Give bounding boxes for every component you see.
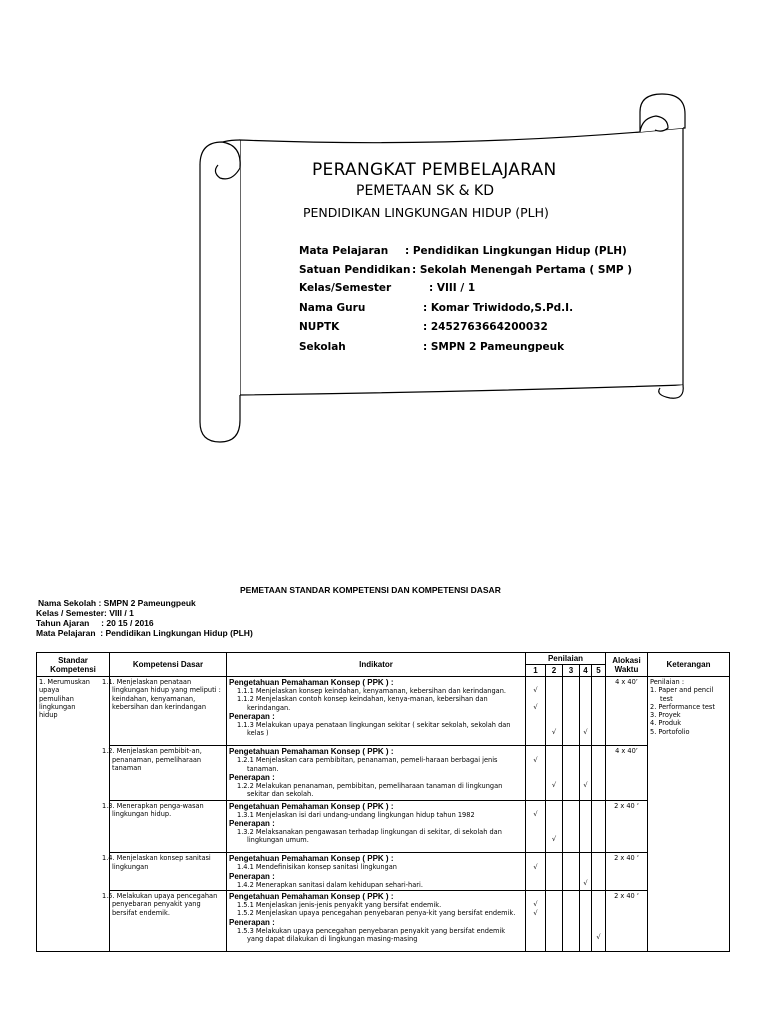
check-spacer xyxy=(563,719,579,727)
header-indikator: Indikator xyxy=(227,653,526,677)
header-penilaian-2: 2 xyxy=(546,665,563,677)
check-spacer xyxy=(563,900,579,908)
table-row xyxy=(37,677,730,746)
info-label: Mata Pelajaran xyxy=(299,245,389,257)
penilaian-1-cell xyxy=(526,746,546,800)
indikator-heading: Pengetahuan Pemahaman Konsep ( PPK ) : xyxy=(229,747,394,757)
check-spacer xyxy=(546,719,562,727)
penilaian-2-cell xyxy=(546,890,563,951)
header-penilaian-4: 4 xyxy=(580,665,592,677)
alokasi-waktu-cell: 2 x 40 ‘ xyxy=(606,890,648,951)
check-spacer xyxy=(563,703,579,720)
check-spacer xyxy=(580,772,591,780)
standar-kompetensi-cell: 1. Merumuskan upaya pemulihan lingkungan hidup xyxy=(37,677,110,952)
penilaian-1-cell xyxy=(526,853,546,891)
check-spacer xyxy=(546,772,562,780)
header-alokasi-waktu: Alokasi Waktu xyxy=(606,653,648,677)
check-spacer xyxy=(580,826,591,834)
header-keterangan: Keterangan xyxy=(648,653,730,677)
check-spacer xyxy=(546,678,562,686)
check-spacer xyxy=(592,871,605,879)
check-spacer xyxy=(546,810,562,827)
check-spacer xyxy=(526,835,545,852)
penilaian-5-cell xyxy=(592,677,606,746)
alokasi-waktu-cell: 2 x 40 ‘ xyxy=(606,800,648,853)
competency-table xyxy=(36,652,730,952)
cover-subtitle: PEMETAAN SK & KD xyxy=(356,183,494,199)
info-value: : VIII / 1 xyxy=(429,282,476,294)
penilaian-2-cell xyxy=(546,677,563,746)
check-spacer xyxy=(526,728,545,745)
indikator-item: 1.1.2 Menjelaskan contoh konsep keindahan, kenya-manan, kebersihan dan kerindangan. xyxy=(237,695,488,712)
check-spacer xyxy=(580,678,591,686)
check-spacer xyxy=(592,925,605,933)
check-mark: √ xyxy=(533,900,538,909)
penilaian-1-cell xyxy=(526,890,546,951)
header-penilaian: Penilaian xyxy=(526,653,606,665)
kompetensi-dasar-cell: 1.4. Menjelaskan konsep sanitasi lingkungan xyxy=(110,853,227,891)
check-spacer xyxy=(563,871,579,879)
check-spacer xyxy=(580,871,591,879)
penilaian-3-cell xyxy=(563,746,580,800)
alokasi-waktu-cell: 2 x 40 ‘ xyxy=(606,853,648,891)
check-spacer xyxy=(546,854,562,862)
check-mark: √ xyxy=(551,727,557,736)
indikator-item: 1.2.2 Melakukan penanaman, pembibitan, pemeliharaan tanaman di lingkungan sekitar dan sekolah. xyxy=(237,781,503,799)
indikator-heading: Pengetahuan Pemahaman Konsep ( PPK ) : xyxy=(229,891,394,901)
check-spacer xyxy=(563,781,579,798)
check-mark: √ xyxy=(583,780,588,789)
check-spacer xyxy=(592,900,605,908)
info-value: : Pendidikan Lingkungan Hidup (PLH) xyxy=(405,245,627,257)
check-spacer xyxy=(563,854,579,862)
check-spacer xyxy=(592,772,605,780)
info-label: Sekolah xyxy=(299,341,346,353)
document-title: PEMETAAN STANDAR KOMPETENSI DAN KOMPETENSI DASAR xyxy=(240,585,501,595)
check-spacer xyxy=(526,747,545,755)
check-spacer xyxy=(563,879,579,887)
penilaian-2-cell xyxy=(546,800,563,853)
check-spacer xyxy=(580,802,591,810)
indikator-item: 1.2.1 Menjelaskan cara pembibitan, penanaman, pemeli-haraan berbagai jenis tanaman. xyxy=(237,756,498,773)
keterangan-item: 5. Portofolio xyxy=(650,727,690,736)
cover-title: PERANGKAT PEMBELAJARAN xyxy=(312,160,557,180)
check-spacer xyxy=(546,933,562,950)
check-spacer xyxy=(526,925,545,933)
check-spacer xyxy=(526,854,545,862)
check-spacer xyxy=(526,802,545,810)
check-spacer xyxy=(526,871,545,879)
check-spacer xyxy=(592,781,605,798)
indikator-heading: Pengetahuan Pemahaman Konsep ( PPK ) : xyxy=(229,678,394,687)
header-standar-kompetensi: Standar Kompetensi xyxy=(37,653,110,677)
kompetensi-dasar-cell: 1.2. Menjelaskan pembibit-an, penanaman, pemeliharaan tanaman xyxy=(110,746,227,800)
indikator-item: 1.3.1 Menjelaskan isi dari undang-undang lingkungan hidup tahun 1982 xyxy=(237,810,475,819)
check-spacer xyxy=(592,879,605,887)
kompetensi-dasar-cell: 1.1. Menjelaskan penataan lingkungan hidup yang meliputi : keindahan, kenyamanan, kebersihan dan kerindangan xyxy=(110,677,227,746)
penilaian-3-cell xyxy=(563,677,580,746)
check-spacer xyxy=(526,772,545,780)
meta-nama-sekolah: Nama Sekolah : SMPN 2 Pameungpeuk xyxy=(38,598,196,608)
check-spacer xyxy=(580,933,591,950)
indikator-item: 1.5.2 Menjelaskan upaya pencegahan penyebaran penya-kit yang bersifat endemik. xyxy=(237,909,516,918)
indikator-item: 1.5.3 Melakukan upaya pencegahan penyebaran penyakit yang bersifat endemik yang dapat dilakukan di lingkungan masing-masing xyxy=(237,926,506,943)
info-label: Satuan Pendidikan xyxy=(299,264,411,276)
info-value: : Komar Triwidodo,S.Pd.I. xyxy=(423,302,574,314)
check-spacer xyxy=(563,747,579,755)
info-value: : Sekolah Menengah Pertama ( SMP ) xyxy=(412,264,633,276)
check-mark: √ xyxy=(596,933,601,942)
check-spacer xyxy=(592,826,605,834)
check-spacer xyxy=(563,909,579,926)
check-spacer xyxy=(580,909,591,926)
check-mark: √ xyxy=(533,702,538,711)
penilaian-5-cell xyxy=(592,890,606,951)
check-spacer xyxy=(580,854,591,862)
check-spacer xyxy=(546,900,562,908)
check-spacer xyxy=(546,909,562,926)
penilaian-1-cell xyxy=(526,677,546,746)
check-spacer xyxy=(592,678,605,686)
indikator-item: 1.4.1 Mendefinisikan konsep sanitasi lingkungan xyxy=(237,863,397,872)
meta-kelas-semester: Kelas / Semester: VIII / 1 xyxy=(36,608,134,618)
check-spacer xyxy=(563,933,579,950)
check-spacer xyxy=(580,686,591,703)
check-spacer xyxy=(592,892,605,900)
keterangan-cell xyxy=(648,677,730,952)
check-spacer xyxy=(580,747,591,755)
meta-mata-pelajaran: Mata Pelajaran : Pendidikan Lingkungan Hidup (PLH) xyxy=(36,628,253,638)
check-spacer xyxy=(546,892,562,900)
kompetensi-dasar-cell: 1.3. Menerapkan penga-wasan lingkungan hidup. xyxy=(110,800,227,853)
check-spacer xyxy=(526,933,545,950)
check-spacer xyxy=(563,728,579,745)
penilaian-4-cell xyxy=(580,746,592,800)
check-spacer xyxy=(563,810,579,827)
check-spacer xyxy=(546,747,562,755)
check-mark: √ xyxy=(533,908,538,917)
indikator-heading: Pengetahuan Pemahaman Konsep ( PPK ) : xyxy=(229,854,394,864)
check-spacer xyxy=(546,826,562,834)
header-penilaian-1: 1 xyxy=(526,665,546,677)
indikator-item: 1.3.2 Melaksanakan pengawasan terhadap lingkungan di sekitar, di sekolah dan lingkungan umum. xyxy=(237,827,502,845)
check-spacer xyxy=(563,863,579,871)
check-spacer xyxy=(546,871,562,879)
check-spacer xyxy=(592,863,605,871)
header-penilaian-3: 3 xyxy=(563,665,580,677)
check-spacer xyxy=(563,678,579,686)
indikator-cell xyxy=(227,800,526,853)
check-spacer xyxy=(592,854,605,862)
info-label: Nama Guru xyxy=(299,302,366,314)
indikator-cell xyxy=(227,890,526,951)
alokasi-waktu-cell: 4 x 40’ xyxy=(606,746,648,800)
check-spacer xyxy=(592,747,605,755)
check-spacer xyxy=(580,719,591,727)
table-row xyxy=(37,746,730,800)
check-spacer xyxy=(563,686,579,703)
check-mark: √ xyxy=(583,879,588,888)
check-spacer xyxy=(546,863,562,871)
info-value: : 2452763664200032 xyxy=(423,321,548,333)
check-spacer xyxy=(546,879,562,887)
check-spacer xyxy=(563,892,579,900)
check-spacer xyxy=(592,835,605,852)
check-spacer xyxy=(526,879,545,887)
check-spacer xyxy=(526,892,545,900)
keterangan-item: 2. Performance test xyxy=(650,702,715,711)
keterangan-item: 3. Proyek xyxy=(650,711,681,720)
check-spacer xyxy=(546,703,562,720)
check-mark: √ xyxy=(551,834,557,843)
check-spacer xyxy=(526,781,545,798)
check-spacer xyxy=(592,686,605,703)
check-spacer xyxy=(592,728,605,745)
penilaian-2-cell xyxy=(546,746,563,800)
check-spacer xyxy=(563,835,579,852)
check-spacer xyxy=(526,678,545,686)
check-spacer xyxy=(563,925,579,933)
check-spacer xyxy=(592,909,605,926)
penilaian-3-cell xyxy=(563,853,580,891)
check-spacer xyxy=(580,835,591,852)
check-mark: √ xyxy=(583,727,588,736)
alokasi-waktu-cell: 4 x 40’ xyxy=(606,677,648,746)
keterangan-item: 1. Paper and pencil test xyxy=(650,686,714,703)
penilaian-4-cell xyxy=(580,800,592,853)
info-label: Kelas/Semester xyxy=(299,282,392,294)
check-spacer xyxy=(580,892,591,900)
check-spacer xyxy=(546,686,562,703)
check-mark: √ xyxy=(533,862,538,871)
penilaian-4-cell xyxy=(580,853,592,891)
check-spacer xyxy=(580,863,591,871)
indikator-heading: Pengetahuan Pemahaman Konsep ( PPK ) : xyxy=(229,801,394,811)
indikator-cell xyxy=(227,853,526,891)
info-label: NUPTK xyxy=(299,321,340,333)
header-penilaian-5: 5 xyxy=(592,665,606,677)
penilaian-4-cell xyxy=(580,890,592,951)
check-spacer xyxy=(563,756,579,773)
table-row xyxy=(37,890,730,951)
check-spacer xyxy=(546,802,562,810)
check-spacer xyxy=(563,802,579,810)
indikator-heading: Penerapan : xyxy=(229,772,275,782)
penilaian-4-cell xyxy=(580,677,592,746)
indikator-heading: Penerapan : xyxy=(229,818,275,828)
keterangan-item: 4. Produk xyxy=(650,719,682,728)
check-spacer xyxy=(592,719,605,727)
check-spacer xyxy=(592,810,605,827)
check-mark: √ xyxy=(533,686,538,695)
table-row xyxy=(37,853,730,891)
indikator-heading: Penerapan : xyxy=(229,871,275,881)
check-mark: √ xyxy=(551,780,557,789)
cover-program: PENDIDIKAN LINGKUNGAN HIDUP (PLH) xyxy=(303,205,549,220)
table-row xyxy=(37,800,730,853)
penilaian-3-cell xyxy=(563,800,580,853)
penilaian-3-cell xyxy=(563,890,580,951)
indikator-heading: Penerapan : xyxy=(229,917,275,927)
penilaian-2-cell xyxy=(546,853,563,891)
header-kompetensi-dasar: Kompetensi Dasar xyxy=(110,653,227,677)
indikator-heading: Penerapan : xyxy=(229,711,275,721)
indikator-item: 1.1.1 Menjelaskan konsep keindahan, kenyamanan, kebersihan dan kerindangan. xyxy=(237,687,506,695)
check-spacer xyxy=(563,772,579,780)
indikator-cell xyxy=(227,677,526,746)
penilaian-5-cell xyxy=(592,853,606,891)
check-spacer xyxy=(580,810,591,827)
check-spacer xyxy=(546,925,562,933)
check-spacer xyxy=(592,756,605,773)
info-value: : SMPN 2 Pameungpeuk xyxy=(423,341,565,353)
indikator-cell xyxy=(227,746,526,800)
check-spacer xyxy=(580,925,591,933)
check-spacer xyxy=(580,756,591,773)
kompetensi-dasar-cell: 1.5. Melakukan upaya pencegahan penyebaran penyakit yang bersifat endemik. xyxy=(110,890,227,951)
check-spacer xyxy=(546,756,562,773)
penilaian-5-cell xyxy=(592,746,606,800)
check-spacer xyxy=(592,703,605,720)
indikator-item: 1.1.3 Melakukan upaya penataan lingkungan sekitar ( sekitar sekolah, sekolah dan kelas ) xyxy=(237,720,511,738)
check-mark: √ xyxy=(533,809,538,818)
meta-tahun-ajaran: Tahun Ajaran : 20 15 / 2016 xyxy=(36,618,154,628)
keterangan-item: Penilaian : xyxy=(650,678,685,686)
check-spacer xyxy=(563,826,579,834)
check-mark: √ xyxy=(533,755,538,764)
penilaian-1-cell xyxy=(526,800,546,853)
check-spacer xyxy=(526,826,545,834)
check-spacer xyxy=(580,900,591,908)
indikator-item: 1.5.1 Menjelaskan jenis-jenis penyakit yang bersifat endemik. xyxy=(237,900,442,909)
indikator-item: 1.4.2 Menerapkan sanitasi dalam kehidupan sehari-hari. xyxy=(237,880,423,889)
check-spacer xyxy=(526,719,545,727)
check-spacer xyxy=(580,703,591,720)
check-spacer xyxy=(592,802,605,810)
penilaian-5-cell xyxy=(592,800,606,853)
